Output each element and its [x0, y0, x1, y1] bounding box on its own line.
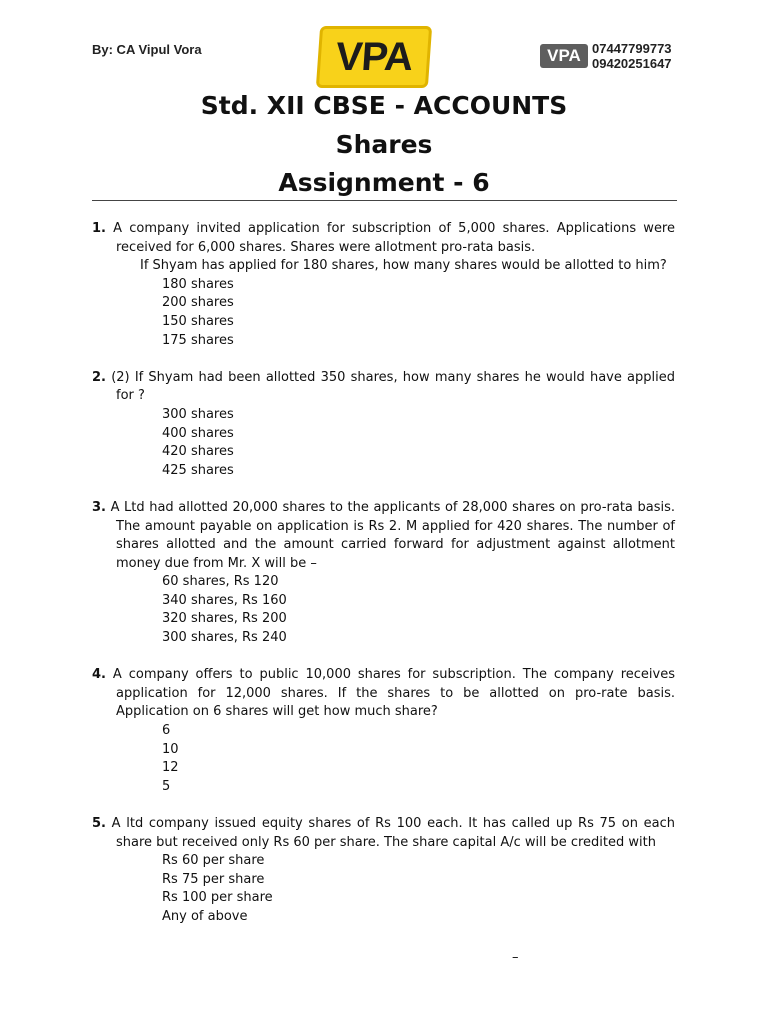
question-body: A company invited application for subscription of 5,000 shares. Applications were received for 6,000 shares. Shares were allotment pro-rata basis.: [105, 221, 675, 255]
question-4: [92, 666, 675, 796]
question-number: 2.: [92, 369, 106, 385]
question-body: (2) If Shyam had been allotted 350 shares, how many shares he would have applied for ?: [105, 369, 675, 404]
question-number: 1.: [92, 221, 106, 236]
option-item: Rs 75 per share: [162, 871, 265, 887]
option-item: 400 shares: [162, 425, 234, 441]
option-item: 175 shares: [162, 332, 234, 348]
question-body: A ltd company issued equity shares of Rs 100 each. It has called up Rs 75 on each share but received only Rs 60 per share. The share capital A/c will be credited with: [105, 816, 675, 850]
option-item: 340 shares, Rs 160: [162, 592, 287, 608]
option-list: [92, 276, 675, 350]
option-list: [92, 573, 675, 647]
author-byline: By: CA Vipul Vora: [92, 42, 202, 57]
question-body: A company offers to public 10,000 shares for subscription. The company receives application for 12,000 shares. If the shares to be allotted on pro-rate basis. Application on 6 shares will get how much share?: [105, 667, 675, 720]
question-subtext: If Shyam has applied for 180 shares, how many shares would be allotted to him?: [140, 258, 667, 274]
option-item: 10: [162, 741, 179, 757]
title-divider: [92, 200, 677, 201]
option-list: [92, 406, 675, 480]
option-item: 320 shares, Rs 200: [162, 611, 287, 627]
assignment-heading: Assignment - 6: [278, 168, 490, 197]
option-item: 300 shares: [162, 406, 234, 422]
option-item: 300 shares, Rs 240: [162, 630, 287, 646]
question-body: A Ltd had allotted 20,000 shares to the applicants of 28,000 shares on pro-rata basis. The amount payable on application is Rs 2. M applied for 420 shares. The number of shares allotted and the amount carried forward for adjustment against allotment money due from Mr. X will be –: [105, 499, 675, 571]
document-title: Std. XII CBSE - ACCOUNTS: [200, 91, 568, 120]
question-text: [92, 369, 675, 406]
option-list: [92, 852, 675, 926]
question-number: 4.: [92, 667, 106, 683]
question-1: [92, 220, 675, 350]
question-5: [92, 815, 675, 927]
question-number: 3.: [92, 499, 106, 515]
vpa-logo: [316, 26, 432, 88]
question-list: [92, 220, 675, 945]
question-number: 5.: [92, 816, 106, 831]
phone-number-2: 09420251647: [592, 56, 672, 71]
option-item: 425 shares: [162, 462, 234, 478]
option-item: Rs 60 per share: [162, 853, 265, 869]
option-item: Any of above: [162, 908, 248, 924]
question-2: [92, 369, 675, 481]
option-item: 12: [162, 760, 179, 776]
option-item: 5: [162, 778, 171, 794]
option-item: Rs 100 per share: [162, 890, 273, 906]
question-text: [92, 815, 675, 852]
question-text: [92, 666, 675, 722]
option-item: 150 shares: [162, 313, 234, 329]
question-text: [92, 220, 675, 257]
option-item: 60 shares, Rs 120: [162, 574, 279, 590]
option-item: 6: [162, 723, 171, 739]
question-3: [92, 499, 675, 648]
option-item: 420 shares: [162, 444, 234, 460]
contact-phones: [592, 41, 672, 71]
option-item: 180 shares: [162, 276, 234, 292]
vpa-small-logo-text: VPA: [547, 46, 581, 65]
document-subject: Shares: [335, 130, 433, 159]
footer-dash: –: [512, 950, 519, 965]
vpa-logo-text: VPA: [334, 34, 414, 79]
vpa-small-logo: [540, 44, 588, 68]
phone-number-1: 07447799773: [592, 41, 672, 56]
option-item: 200 shares: [162, 295, 234, 311]
question-text: [92, 499, 675, 573]
option-list: [92, 722, 675, 796]
